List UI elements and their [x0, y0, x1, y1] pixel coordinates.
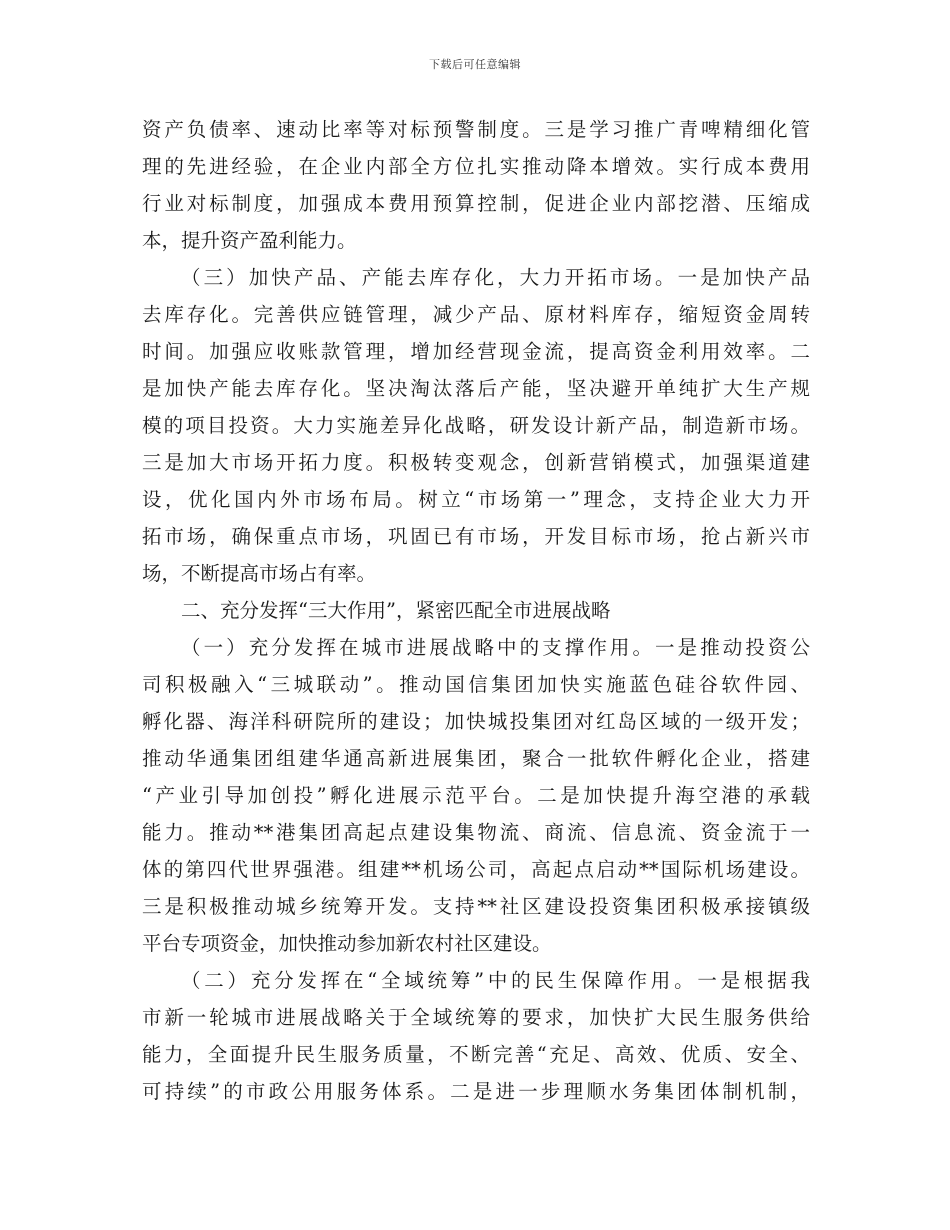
- text-line: 三是积极推动城乡统筹开发。支持**社区建设投资集团积极承接镇级: [142, 895, 810, 918]
- text-line: 能力，全面提升民生服务质量，不断完善“充足、高效、优质、安全、: [142, 1043, 810, 1066]
- text-line: （二）充分发挥在“全域统筹”中的民生保障作用。一是根据我: [181, 969, 810, 992]
- text-line: 资产负债率、速动比率等对标预警制度。三是学习推广青啤精细化管: [142, 118, 810, 141]
- text-line: 推动华通集团组建华通高新进展集团，聚合一批软件孵化企业，搭建: [142, 747, 810, 770]
- text-line: （三）加快产品、产能去库存化，大力开拓市场。一是加快产品: [181, 266, 810, 289]
- page-header: 下载后可任意编辑: [429, 58, 521, 71]
- text-line: 拓市场，确保重点市场，巩固已有市场，开发目标市场，抢占新兴市: [142, 525, 810, 548]
- text-line: （一）充分发挥在城市进展战略中的支撑作用。一是推动投资公: [181, 636, 810, 659]
- text-line: 市新一轮城市进展战略关于全域统筹的要求，加快扩大民生服务供给: [142, 1006, 810, 1029]
- text-line: 能力。推动**港集团高起点建设集物流、商流、信息流、资金流于一: [142, 821, 810, 844]
- text-line: “产业引导加创投”孵化进展示范平台。二是加快提升海空港的承载: [142, 784, 810, 807]
- text-line: 本，提升资产盈利能力。: [142, 229, 357, 252]
- text-line: 三是加大市场开拓力度。积极转变观念，创新营销模式，加强渠道建: [142, 451, 810, 474]
- text-line: 设，优化国内外市场布局。树立“市场第一”理念，支持企业大力开: [142, 488, 810, 511]
- text-line: 模的项目投资。大力实施差异化战略，研发设计新产品，制造新市场。: [142, 414, 810, 437]
- document-body: [142, 111, 810, 1110]
- text-line: 体的第四代世界强港。组建**机场公司，高起点启动**国际机场建设。: [142, 858, 810, 881]
- text-line: 场，不断提高市场占有率。: [142, 562, 377, 585]
- text-line: 司积极融入“三城联动”。推动国信集团加快实施蓝色硅谷软件园、: [142, 673, 810, 696]
- text-line: 平台专项资金，加快推动参加新农村社区建设。: [142, 932, 552, 955]
- text-line: 二、充分发挥“三大作用”，紧密匹配全市进展战略: [181, 599, 611, 622]
- text-line: 是加快产能去库存化。坚决淘汰落后产能，坚决避开单纯扩大生产规: [142, 377, 810, 400]
- text-line: 去库存化。完善供应链管理，减少产品、原材料库存，缩短资金周转: [142, 303, 810, 326]
- text-line: 时间。加强应收账款管理，增加经营现金流，提高资金利用效率。二: [142, 340, 810, 363]
- text-line: 孵化器、海洋科研院所的建设；加快城投集团对红岛区域的一级开发；: [142, 710, 810, 733]
- text-line: 可持续”的市政公用服务体系。二是进一步理顺水务集团体制机制，: [142, 1080, 810, 1103]
- text-line: 行业对标制度，加强成本费用预算控制，促进企业内部挖潜、压缩成: [142, 192, 810, 215]
- text-line: 理的先进经验，在企业内部全方位扎实推动降本增效。实行成本费用: [142, 155, 810, 178]
